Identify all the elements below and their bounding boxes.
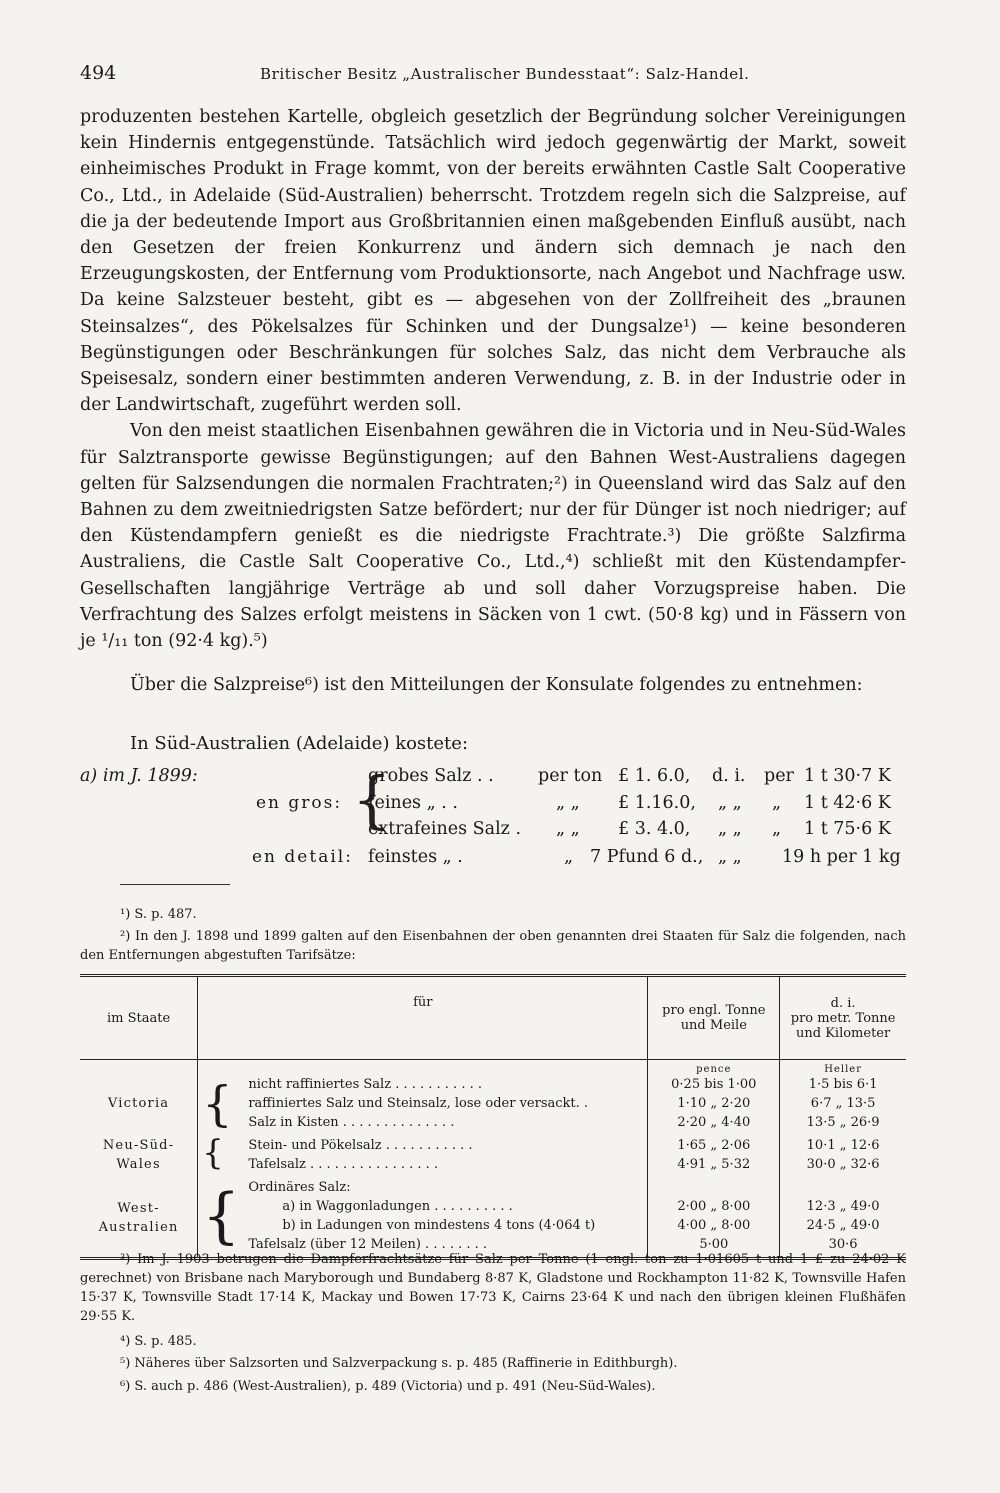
price-row-metric: 1 t 42·6 K [804,793,891,813]
page-number: 494 [80,62,117,84]
price-en-detail-label: en detail: [252,847,353,867]
paragraph-1: produzenten bestehen Kartelle, obgleich gesetzlich der Begründung solcher Vereinigungen kein Hindernis entgegenstünde. Tatsächlich wird jedoch gegenwärtig der Markt, soweit einheimisches Produkt in Frage kommt, von der bereits erwähnten Castle Salt Cooperative Co., Ltd., in Adelaide (Süd-Australien) beherrscht. Trotzdem regeln sich die Salzpreise, auf die ja der bedeutende Import aus Großbritannien einen maßgebenden Einfluß ausübt, nach den Gesetzen der freien Konkurrenz und ändern sich demnach je nach den Erzeugungskosten, der Entfernung vom Produktionsorte, nach Angebot und Nachfrage usw. Da keine Salzsteuer besteht, gibt es — abgesehen von der Zollfreiheit des „braunen Steinsalzes“, des Pökelsalzes für Schinken und der Dungsalze¹) — keine besonderen Begünstigungen oder Beschränkungen für solches Salz, das nicht dem Verbrauche als Speisesalz, sondern einer bestimmten anderen Verwendung, z. B. in der Industrie oder in der Landwirtschaft, zugeführt werden soll. [80,107,906,416]
unit-pence: pence [648,1060,780,1076]
brace-icon: { [198,1174,245,1259]
tariff-engl: 1·65 „ 2·06 [648,1132,780,1155]
price-row-kind: extrafeines Salz . [368,819,522,839]
price-row-metric: 1 t 30·7 K [804,766,891,786]
tariff-metr: 13·5 „ 26·9 [780,1113,906,1132]
salzpreise-region: In Süd-Australien (Adelaide) kostete: [130,733,469,754]
tariff-metr [780,1174,906,1197]
price-row-di: „ „ [718,819,742,839]
table-row [80,1174,906,1197]
price-row-per: „ [772,793,782,813]
tariff-engl: 4·91 „ 5·32 [648,1155,780,1174]
state-neu-sued-wales: Neu-Süd-Wales [102,1138,175,1172]
table-row [80,1132,906,1155]
price-row-price: £ 3. 4.0, [618,819,691,839]
tariff-item: b) in Ladungen von mindestens 4 tons (4·064 t) [282,1218,596,1233]
tariff-metr: 30·0 „ 32·6 [780,1155,906,1174]
tariff-engl: 0·25 bis 1·00 [648,1075,780,1094]
footnote-separator [120,884,230,885]
price-row-price: £ 1.16.0, [618,793,696,813]
brace-icon: { [198,1132,245,1174]
footnote-2: ²) In den J. 1898 und 1899 galten auf den Eisenbahnen der oben genannten drei Staaten für Salz die folgenden, nach den Entfernungen abgestuften Tarifsätze: [80,929,906,963]
price-row-kind: feinstes „ . [368,847,463,867]
salzpreise-intro: Über die Salzpreise⁶) ist den Mitteilungen der Konsulate folgendes zu entnehmen: [130,675,863,695]
footnote-4: ⁴) S. p. 485. [120,1334,197,1349]
tariff-item: Ordinäres Salz: [248,1180,351,1195]
tariff-metr: 10·1 „ 12·6 [780,1132,906,1155]
footnote-1: ¹) S. p. 487. [120,907,197,922]
price-row-per: „ [772,819,782,839]
price-row-di: „ „ [718,793,742,813]
tariff-header-metr: d. i. pro metr. Tonne und Kilometer [780,976,906,1060]
price-row-unit: „ „ [556,819,580,839]
tariff-metr: 12·3 „ 49·0 [780,1197,906,1216]
tariff-item: Salz in Kisten . . . . . . . . . . . . . . [248,1115,455,1130]
tariff-item: Tafelsalz (über 12 Meilen) . . . . . . . . [248,1237,488,1252]
tariff-engl: 2·20 „ 4·40 [648,1113,780,1132]
state-victoria: Victoria [107,1096,170,1111]
price-row-unit: „ „ [556,793,580,813]
running-title: Britischer Besitz „Australischer Bundesstaat“: Salz-Handel. [260,65,750,83]
tariff-item: a) in Waggonladungen . . . . . . . . . . [282,1199,513,1214]
body-text [80,104,906,654]
tariff-metr: 30·6 [780,1235,906,1259]
footnote-6: ⁶) S. auch p. 486 (West-Australien), p. 489 (Victoria) und p. 491 (Neu-Süd-Wales). [120,1379,656,1394]
state-west-australien: West-Australien [98,1200,179,1235]
tariff-item: Stein- und Pökelsalz . . . . . . . . . . . [248,1138,473,1153]
price-year: a) im J. 1899: [80,766,198,786]
price-row-unit: „ [564,847,574,867]
footnote-3: ³) Im J. 1903 betrugen die Dampferfrachtsätze für Salz per Tonne (1 engl. ton zu 1·01605 t und 1 £ zu 24·02 K gerechnet) von Brisbane nach Maryborough und Bundaberg 8·87 K, Gladstone und Rockhampton 11·82 K, Townsville Hafen 15·37 K, Townsville Stadt 17·14 K, Mackay und Bowen 17·73 K, Cairns 23·64 K und nach den übrigen kleinen Flußhäfen 29·55 K. [80,1252,906,1324]
tariff-metr: 1·5 bis 6·1 [780,1075,906,1094]
tariff-item: Tafelsalz . . . . . . . . . . . . . . . . [248,1157,439,1172]
unit-heller: Heller [780,1060,906,1076]
running-header [80,62,920,88]
tariff-item: nicht raffiniertes Salz . . . . . . . . . . . [248,1077,482,1092]
tariff-unit-row [80,1060,906,1076]
tariff-metr: 24·5 „ 49·0 [780,1216,906,1235]
price-row-per: per [764,766,794,786]
tariff-header-state: im Staate [80,976,198,1060]
price-brace: { [352,763,392,836]
price-row-di: d. i. [712,766,746,786]
paragraph-2: Von den meist staatlichen Eisenbahnen gewähren die in Victoria und in Neu-Süd-Wales für Salztransporte gewisse Begünstigungen; auf den Bahnen West-Australiens dagegen gelten für Salzsendungen die normalen Frachtraten;²) in Queensland wird das Salz auf den Bahnen zu dem zweitniedrigsten Satze befördert; nur der für Dünger ist noch niedriger; auf den Küstendampfern genießt es die niedrigste Frachtrate.³) Die größte Salzfirma Australiens, die Castle Salt Cooperative Co., Ltd.,⁴) schließt mit den Küstendampfer-Gesellschaften langjährige Verträge ab und soll daher Vorzugspreise haben. Die Verfrachtung des Salzes erfolgt meistens in Säcken von 1 cwt. (50·8 kg) und in Fässern von je ¹/₁₁ ton (92·4 kg).⁵) [80,421,906,652]
tariff-engl: 1·10 „ 2·20 [648,1094,780,1113]
tariff-header-row [80,976,906,1060]
tariff-header-engl: pro engl. Tonne und Meile [648,976,780,1060]
tariff-engl: 5·00 [648,1235,780,1259]
price-row-kind: grobes Salz . . [368,766,494,786]
tariff-metr: 6·7 „ 13·5 [780,1094,906,1113]
price-row-unit: per ton [538,766,603,786]
price-row-metric: 19 h per 1 kg [782,847,901,867]
table-row [80,1075,906,1094]
footnote-5: ⁵) Näheres über Salzsorten und Salzverpackung s. p. 485 (Raffinerie in Edithburgh). [120,1356,678,1371]
price-row-di: „ „ [718,847,742,867]
price-row-price: £ 1. 6.0, [618,766,691,786]
price-row-metric: 1 t 75·6 K [804,819,891,839]
price-en-gros-label: en gros: [256,793,343,813]
tariff-engl: 2·00 „ 8·00 [648,1197,780,1216]
tariff-header-for: für [198,976,648,1060]
tariff-item: raffiniertes Salz und Steinsalz, lose oder versackt. . [248,1096,589,1111]
price-row-price: 7 Pfund 6 d., [590,847,704,867]
tariff-engl: 4·00 „ 8·00 [648,1216,780,1235]
brace-icon: { [198,1075,245,1132]
tariff-engl [648,1174,780,1197]
price-row-kind: feines „ . . [368,793,458,813]
tariff-table [80,974,906,1260]
